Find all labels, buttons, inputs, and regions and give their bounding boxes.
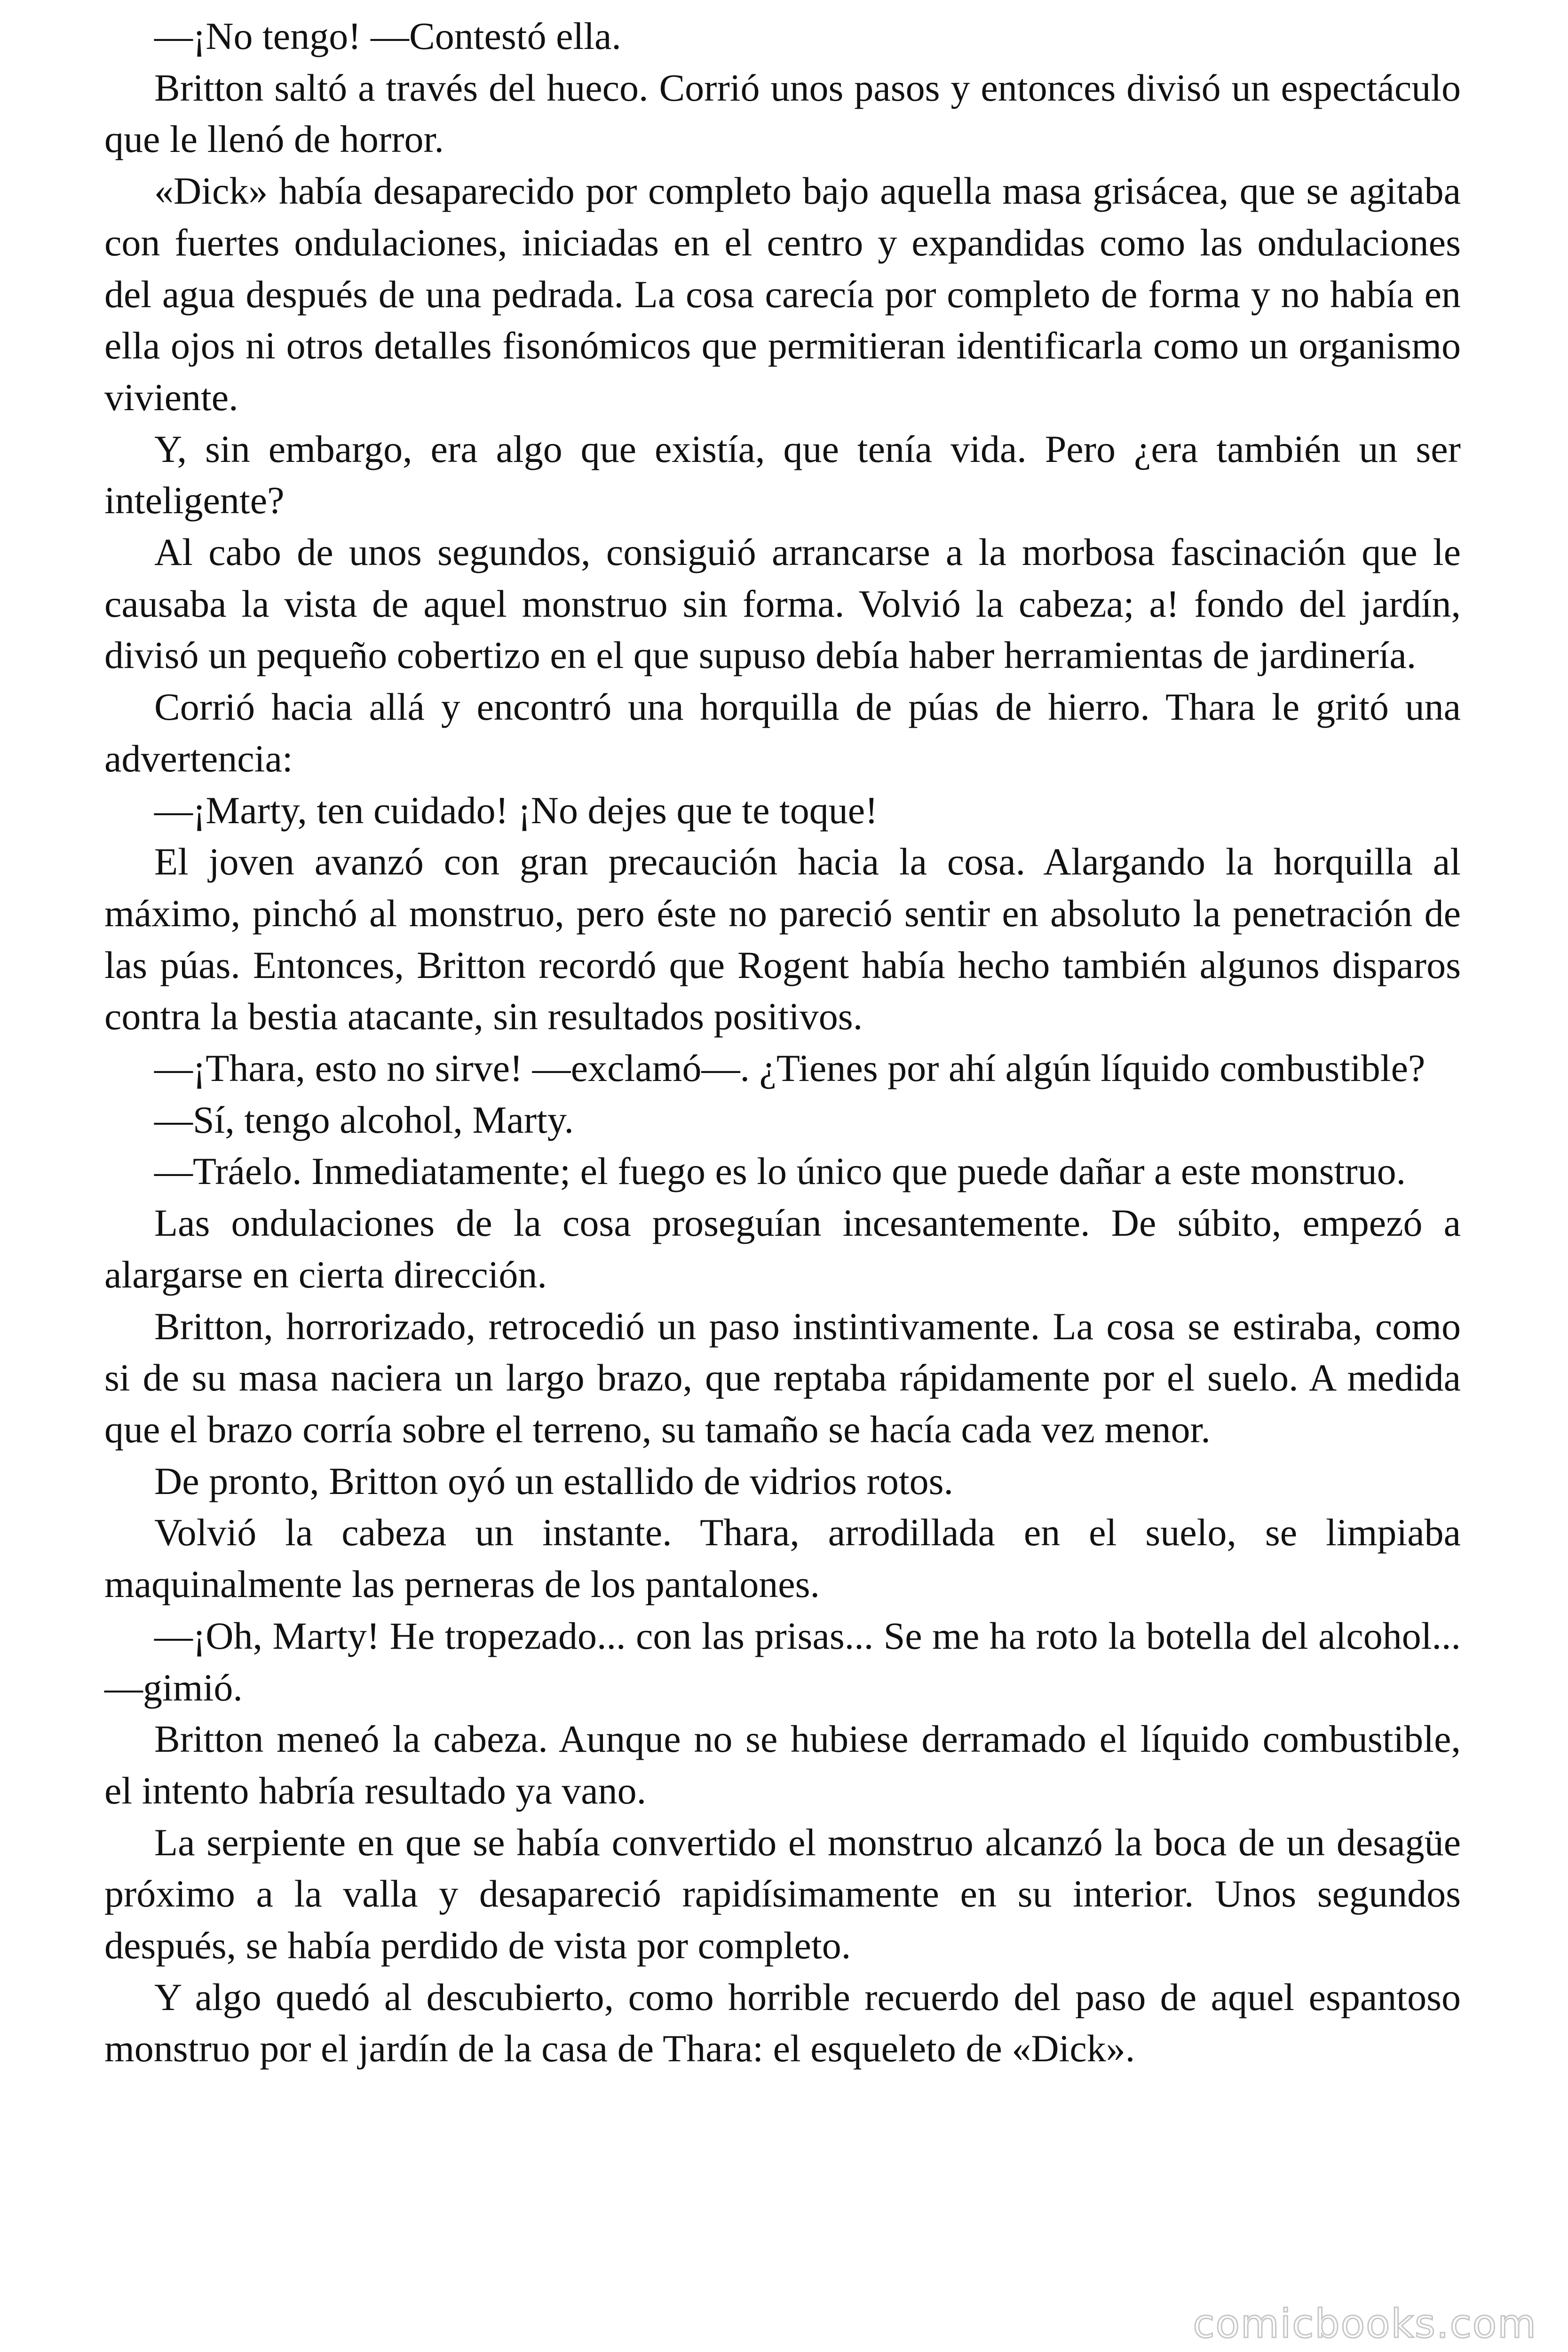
paragraph: Corrió hacia allá y encontró una horquilla de púas de hierro. Thara le gritó una advertencia:	[104, 685, 1461, 780]
paragraph: Y algo quedó al descubierto, como horrible recuerdo del paso de aquel espantoso monstruo por el jardín de la casa de Thara: el esqueleto de «Dick».	[104, 1975, 1461, 2070]
paragraph: —¡Marty, ten cuidado! ¡No dejes que te toque!	[154, 788, 878, 832]
paragraph: Y, sin embargo, era algo que existía, que tenía vida. Pero ¿era también un ser inteligente?	[104, 427, 1461, 522]
paragraph: Al cabo de unos segundos, consiguió arrancarse a la morbosa fascinación que le causaba la vista de aquel monstruo sin forma. Volvió la cabeza; a! fondo del jardín, divisó un pequeño cobertizo en el que supuso debía haber herramientas de jardinería.	[104, 531, 1461, 677]
paragraph: Britton, horrorizado, retrocedió un paso instintivamente. La cosa se estiraba, como si de su masa naciera un largo brazo, que reptaba rápidamente por el suelo. A medida que el brazo corría sobre el terreno, su tamaño se hacía cada vez menor.	[104, 1304, 1461, 1451]
paragraph: —Tráelo. Inmediatamente; el fuego es lo único que puede dañar a este monstruo.	[154, 1150, 1406, 1193]
paragraph: —¡Oh, Marty! He tropezado... con las prisas... Se me ha roto la botella del alcohol... —gimió.	[104, 1614, 1461, 1709]
body-text	[104, 10, 1461, 2074]
paragraph: —¡No tengo! —Contestó ella.	[154, 15, 621, 57]
paragraph: Las ondulaciones de la cosa proseguían incesantemente. De súbito, empezó a alargarse en cierta dirección.	[104, 1201, 1461, 1296]
paragraph: Volvió la cabeza un instante. Thara, arrodillada en el suelo, se limpiaba maquinalmente las perneras de los pantalones.	[104, 1511, 1461, 1606]
paragraph: La serpiente en que se había convertido el monstruo alcanzó la boca de un desagüe próximo a la valla y desapareció rapidísimamente en su interior. Unos segundos después, se había perdido de vista por completo.	[104, 1820, 1461, 1967]
paragraph: El joven avanzó con gran precaución hacia la cosa. Alargando la horquilla al máximo, pinchó al monstruo, pero éste no pareció sentir en absoluto la penetración de las púas. Entonces, Britton recordó que Rogent había hecho también algunos disparos contra la bestia atacante, sin resultados positivos.	[104, 840, 1461, 1038]
paragraph: Britton meneó la cabeza. Aunque no se hubiese derramado el líquido combustible, el intento habría resultado ya vano.	[104, 1717, 1461, 1812]
paragraph: «Dick» había desaparecido por completo bajo aquella masa grisácea, que se agitaba con fuertes ondulaciones, iniciadas en el centro y expandidas como las ondulaciones del agua después de una pedrada. La cosa carecía por completo de forma y no había en ella ojos ni otros detalles fisonómicos que permitieran identificarla como un organismo viviente.	[104, 169, 1461, 419]
paragraph: De pronto, Britton oyó un estallido de vidrios rotos.	[154, 1459, 954, 1502]
paragraph: Britton saltó a través del hueco. Corrió unos pasos y entonces divisó un espectáculo que le llenó de horror.	[104, 66, 1461, 161]
watermark: comicbooks.com	[1193, 2301, 1537, 2347]
paragraph: —¡Thara, esto no sirve! —exclamó—. ¿Tienes por ahí algún líquido combustible?	[154, 1047, 1425, 1090]
paragraph: —Sí, tengo alcohol, Marty.	[154, 1098, 574, 1141]
